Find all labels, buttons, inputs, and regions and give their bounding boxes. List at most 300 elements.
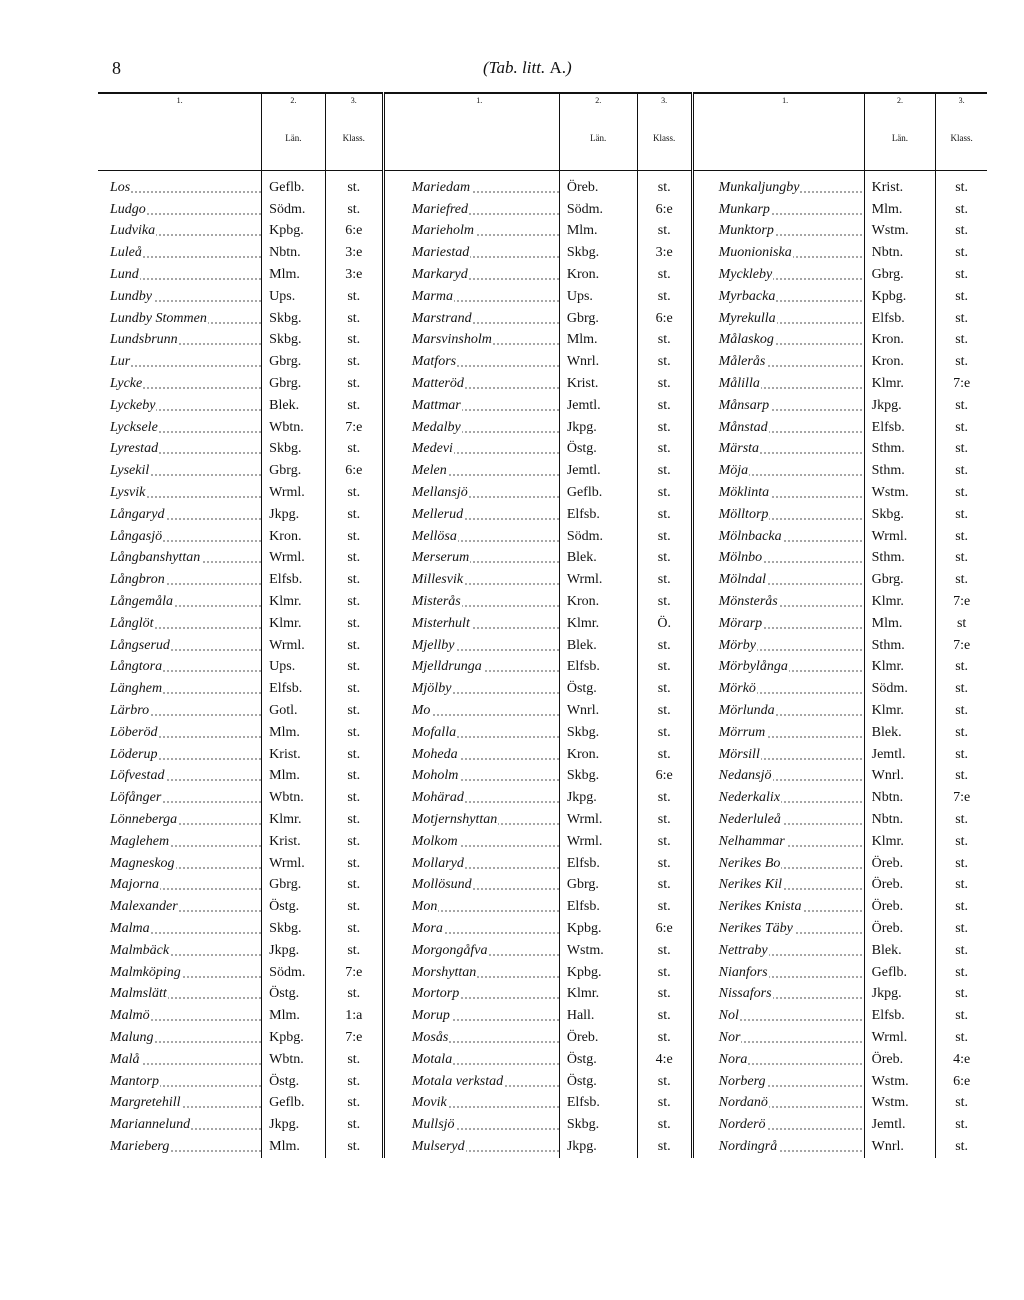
place-name: Långlöt: [110, 615, 154, 631]
place-name-cell: [707, 1071, 865, 1093]
lan-cell: Kpbg.: [864, 286, 936, 308]
klass-cell: st.: [325, 722, 383, 744]
place-name: Nederkalix: [718, 790, 781, 806]
place-name: Morgongåfva: [411, 942, 488, 958]
place-name-cell: [98, 242, 262, 264]
klass-cell: st.: [637, 962, 692, 984]
lan-cell: Södm.: [262, 962, 325, 984]
klass-cell: 7:e: [936, 635, 987, 657]
place-name-cell: [707, 853, 865, 875]
lan-cell: Östg.: [559, 1049, 637, 1071]
klass-cell: st.: [637, 722, 692, 744]
table-row: [98, 199, 987, 221]
place-name: Munkarp: [718, 201, 770, 217]
lan-cell: Geflb.: [864, 962, 936, 984]
klass-cell: st.: [936, 853, 987, 875]
table-row: [98, 722, 987, 744]
place-name: Lundby Stommen: [110, 310, 207, 326]
place-name-cell: [400, 1005, 560, 1027]
lan-cell: Gbrg.: [559, 308, 637, 330]
place-name-cell: [98, 439, 262, 461]
klass-cell: st.: [637, 1092, 692, 1114]
lan-cell: Kpbg.: [262, 1027, 325, 1049]
place-name: Lundsbrunn: [110, 332, 178, 348]
table-row: [98, 1049, 987, 1071]
klass-cell: st.: [637, 569, 692, 591]
place-name-cell: [98, 1114, 262, 1136]
table-row: [98, 853, 987, 875]
place-name: Nordingrå: [718, 1138, 778, 1154]
klass-cell: st.: [325, 766, 383, 788]
lan-cell: Öreb.: [559, 171, 637, 199]
place-name-cell: [98, 613, 262, 635]
klass-cell: st.: [637, 221, 692, 243]
header-lan: Län.: [559, 106, 637, 171]
header-klass: Klass.: [325, 106, 383, 171]
klass-cell: st.: [637, 548, 692, 570]
klass-cell: 7:e: [936, 787, 987, 809]
place-name-cell: [98, 1027, 262, 1049]
place-name: Myrbacka: [718, 288, 776, 304]
klass-cell: st.: [936, 569, 987, 591]
place-name-cell: [400, 787, 560, 809]
place-name-cell: [400, 1114, 560, 1136]
place-name: Norderö: [718, 1117, 766, 1133]
klass-cell: 6:e: [637, 918, 692, 940]
klass-cell: st.: [325, 526, 383, 548]
lan-cell: Gbrg.: [262, 875, 325, 897]
lan-cell: Öreb.: [864, 896, 936, 918]
klass-cell: st.: [936, 526, 987, 548]
lan-cell: Gbrg.: [559, 875, 637, 897]
lan-cell: Mlm.: [262, 722, 325, 744]
lan-cell: Ups.: [559, 286, 637, 308]
lan-cell: Mlm.: [559, 330, 637, 352]
klass-cell: st.: [637, 1071, 692, 1093]
column-header-row: [98, 106, 987, 171]
lan-cell: Skbg.: [559, 722, 637, 744]
place-name-cell: [98, 896, 262, 918]
klass-cell: st.: [936, 940, 987, 962]
lan-cell: Blek.: [864, 940, 936, 962]
place-name: Nedansjö: [718, 768, 772, 784]
lan-cell: Blek.: [262, 395, 325, 417]
place-name-cell: [98, 548, 262, 570]
klass-cell: st.: [637, 351, 692, 373]
klass-cell: st.: [637, 526, 692, 548]
lan-cell: Jkpg.: [262, 1114, 325, 1136]
klass-cell: st.: [637, 504, 692, 526]
table-row: [98, 1027, 987, 1049]
col-number: 2.: [262, 93, 325, 106]
place-name: Löfvestad: [110, 768, 165, 784]
place-name-cell: [400, 221, 560, 243]
place-name-cell: [707, 635, 865, 657]
place-name: Nor: [718, 1029, 741, 1045]
lan-cell: Jkpg.: [262, 940, 325, 962]
lan-cell: Klmr.: [864, 700, 936, 722]
place-name: Malma: [110, 920, 150, 936]
place-name-cell: [98, 482, 262, 504]
lan-cell: Östg.: [262, 896, 325, 918]
place-name: Malå: [110, 1051, 140, 1067]
place-name-cell: [98, 962, 262, 984]
place-name-cell: [707, 831, 865, 853]
klass-cell: st.: [637, 286, 692, 308]
klass-cell: st.: [936, 1005, 987, 1027]
table-row: [98, 242, 987, 264]
place-name: Lyrestad: [110, 441, 159, 457]
klass-cell: st.: [325, 373, 383, 395]
klass-cell: 7:e: [325, 962, 383, 984]
place-name: Lundby: [110, 288, 152, 304]
place-name-cell: [98, 264, 262, 286]
place-name: Lysvik: [110, 485, 146, 501]
place-name-cell: [707, 504, 865, 526]
place-name: Matteröd: [411, 376, 464, 392]
lan-cell: Krist.: [262, 744, 325, 766]
place-name: Lyckeby: [110, 397, 156, 413]
klass-cell: st.: [325, 1092, 383, 1114]
place-name-cell: [98, 504, 262, 526]
lan-cell: Krist.: [262, 831, 325, 853]
register-body: [98, 171, 987, 1158]
place-name-cell: [400, 678, 560, 700]
place-name-cell: [400, 635, 560, 657]
place-name-cell: [707, 1136, 865, 1158]
place-name-cell: [400, 1136, 560, 1158]
lan-cell: Klmr.: [864, 373, 936, 395]
place-name-cell: [400, 1092, 560, 1114]
header-lan: Län.: [864, 106, 936, 171]
table-row: [98, 896, 987, 918]
klass-cell: st.: [637, 1027, 692, 1049]
place-name-cell: [707, 1005, 865, 1027]
place-name: Malexander: [110, 899, 178, 915]
klass-cell: st.: [936, 1114, 987, 1136]
place-name-cell: [400, 809, 560, 831]
klass-cell: st.: [325, 504, 383, 526]
place-name-cell: [400, 308, 560, 330]
table-row: [98, 417, 987, 439]
table-row: [98, 482, 987, 504]
klass-cell: st.: [637, 787, 692, 809]
klass-cell: st.: [936, 744, 987, 766]
place-name: Majorna: [110, 877, 159, 893]
table-row: [98, 875, 987, 897]
col-number: 3.: [325, 93, 383, 106]
place-name: Mörsill: [718, 746, 760, 762]
lan-cell: Södm.: [559, 526, 637, 548]
place-name: Moheda: [411, 746, 458, 762]
table-row: [98, 504, 987, 526]
klass-cell: st.: [325, 199, 383, 221]
place-name: Molkom: [411, 833, 458, 849]
place-name: Mölltorp: [718, 506, 769, 522]
lan-cell: Wstm.: [864, 482, 936, 504]
place-name-cell: [400, 569, 560, 591]
place-name: Mölnbo: [718, 550, 763, 566]
place-name: Misterås: [411, 594, 461, 610]
klass-cell: st.: [936, 395, 987, 417]
place-name: Lur: [110, 354, 131, 370]
klass-cell: st.: [637, 875, 692, 897]
place-name: Märsta: [718, 441, 760, 457]
place-name-cell: [707, 548, 865, 570]
klass-cell: st.: [936, 700, 987, 722]
table-row: [98, 548, 987, 570]
place-name-cell: [98, 766, 262, 788]
klass-cell: st.: [936, 221, 987, 243]
klass-cell: 3:e: [637, 242, 692, 264]
place-name-cell: [400, 548, 560, 570]
place-name: Långserud: [110, 637, 170, 653]
place-name: Muonioniska: [718, 245, 792, 261]
place-name-cell: [707, 1114, 865, 1136]
lan-cell: Öreb.: [864, 875, 936, 897]
lan-cell: Klmr.: [864, 657, 936, 679]
place-name-cell: [98, 460, 262, 482]
place-name-cell: [400, 395, 560, 417]
lan-cell: Wrml.: [262, 853, 325, 875]
place-name-cell: [98, 635, 262, 657]
place-name: Mjölby: [411, 681, 452, 697]
place-name-cell: [400, 1049, 560, 1071]
lan-cell: Nbtn.: [262, 242, 325, 264]
place-name: Målaskog: [718, 332, 774, 348]
place-name-cell: [98, 700, 262, 722]
klass-cell: st.: [936, 417, 987, 439]
klass-cell: st.: [936, 1092, 987, 1114]
lan-cell: Öreb.: [559, 1027, 637, 1049]
klass-cell: st.: [637, 983, 692, 1005]
place-name-cell: [400, 613, 560, 635]
klass-cell: st.: [325, 1136, 383, 1158]
lan-cell: Geflb.: [559, 482, 637, 504]
place-name-cell: [98, 875, 262, 897]
place-name-cell: [707, 569, 865, 591]
table-row: [98, 635, 987, 657]
place-name-cell: [707, 744, 865, 766]
place-name: Mon: [411, 899, 438, 915]
lan-cell: Kpbg.: [559, 918, 637, 940]
klass-cell: st.: [936, 875, 987, 897]
place-name: Löberöd: [110, 724, 158, 740]
klass-cell: 6:e: [936, 1071, 987, 1093]
place-name-cell: [707, 591, 865, 613]
place-name-cell: [400, 373, 560, 395]
klass-cell: 7:e: [936, 373, 987, 395]
place-name-cell: [400, 526, 560, 548]
place-name: Motjernshyttan: [411, 812, 498, 827]
place-name-cell: [707, 940, 865, 962]
table-row: [98, 678, 987, 700]
klass-cell: st.: [325, 853, 383, 875]
place-name-cell: [707, 918, 865, 940]
klass-cell: st.: [637, 700, 692, 722]
lan-cell: Klmr.: [864, 831, 936, 853]
lan-cell: Jkpg.: [864, 395, 936, 417]
place-name-cell: [400, 286, 560, 308]
place-name-cell: [400, 330, 560, 352]
klass-cell: st.: [936, 330, 987, 352]
place-name: Magneskog: [110, 855, 175, 871]
place-name-cell: [707, 896, 865, 918]
lan-cell: Wrml.: [864, 526, 936, 548]
place-name: Mariestad: [411, 245, 470, 261]
klass-cell: st.: [637, 1114, 692, 1136]
place-name: Ludgo: [110, 201, 146, 217]
place-name-cell: [400, 171, 560, 199]
place-name-cell: [400, 242, 560, 264]
place-name-cell: [400, 722, 560, 744]
place-name-cell: [400, 875, 560, 897]
place-name: Löderup: [110, 746, 158, 762]
place-name: Mollösund: [411, 877, 472, 893]
lan-cell: Kron.: [559, 264, 637, 286]
lan-cell: Wrml.: [262, 635, 325, 657]
klass-cell: 4:e: [637, 1049, 692, 1071]
lan-cell: Skbg.: [262, 330, 325, 352]
lan-cell: Elfsb.: [559, 504, 637, 526]
header-klass: Klass.: [936, 106, 987, 171]
klass-cell: st.: [637, 940, 692, 962]
place-name-cell: [400, 1071, 560, 1093]
klass-cell: st.: [325, 744, 383, 766]
lan-cell: Geflb.: [262, 171, 325, 199]
place-name-cell: [98, 1071, 262, 1093]
lan-cell: Mlm.: [262, 766, 325, 788]
lan-cell: Sthm.: [864, 635, 936, 657]
place-name: Mörrum: [718, 724, 766, 740]
title-suffix: ): [565, 58, 572, 77]
place-name-cell: [707, 766, 865, 788]
place-name: Mora: [411, 920, 443, 936]
lan-cell: Jemtl.: [559, 460, 637, 482]
lan-cell: Blek.: [559, 548, 637, 570]
klass-cell: 7:e: [936, 591, 987, 613]
lan-cell: Nbtn.: [864, 809, 936, 831]
place-name-cell: [400, 199, 560, 221]
place-name-cell: [707, 330, 865, 352]
place-name: Långaryd: [110, 506, 165, 522]
place-name-cell: [707, 417, 865, 439]
klass-cell: st.: [325, 700, 383, 722]
klass-cell: st.: [325, 613, 383, 635]
place-name-cell: [400, 962, 560, 984]
place-name-cell: [98, 1049, 262, 1071]
klass-cell: st.: [325, 482, 383, 504]
lan-cell: Elfsb.: [864, 308, 936, 330]
place-name: Luleå: [110, 245, 142, 261]
table-row: [98, 831, 987, 853]
place-name: Nettraby: [718, 942, 768, 958]
lan-cell: Wnrl.: [559, 351, 637, 373]
lan-cell: Wnrl.: [864, 766, 936, 788]
place-name: Mjellby: [411, 637, 455, 653]
lan-cell: Jkpg.: [262, 504, 325, 526]
place-name: Nerikes Täby: [718, 920, 793, 936]
place-name: Mellösa: [411, 528, 457, 544]
lan-cell: Jemtl.: [864, 1114, 936, 1136]
klass-cell: st.: [637, 635, 692, 657]
lan-cell: Östg.: [559, 439, 637, 461]
klass-cell: st: [936, 613, 987, 635]
table-row: [98, 809, 987, 831]
place-name-cell: [400, 983, 560, 1005]
title-prefix: (Tab. litt.: [483, 58, 550, 77]
place-name: Marma: [411, 288, 453, 304]
lan-cell: Wstm.: [559, 940, 637, 962]
lan-cell: Södm.: [262, 199, 325, 221]
col-number: 1.: [707, 93, 865, 106]
klass-cell: st.: [637, 853, 692, 875]
klass-cell: 6:e: [325, 221, 383, 243]
klass-cell: 1:a: [325, 1005, 383, 1027]
place-name-cell: [98, 171, 262, 199]
klass-cell: st.: [325, 983, 383, 1005]
place-name-cell: [400, 744, 560, 766]
lan-cell: Östg.: [262, 1071, 325, 1093]
klass-cell: 3:e: [325, 264, 383, 286]
place-name: Marstrand: [411, 310, 472, 326]
place-name: Lönneberga: [110, 812, 178, 827]
place-name-cell: [707, 1027, 865, 1049]
place-name: Melen: [411, 463, 447, 479]
lan-cell: Kron.: [559, 744, 637, 766]
klass-cell: st.: [637, 896, 692, 918]
lan-cell: Skbg.: [864, 504, 936, 526]
table-row: [98, 613, 987, 635]
place-name-cell: [98, 199, 262, 221]
place-name-cell: [98, 286, 262, 308]
place-name-cell: [707, 613, 865, 635]
lan-cell: Nbtn.: [864, 787, 936, 809]
place-name-cell: [707, 962, 865, 984]
header-lan: Län.: [262, 106, 325, 171]
klass-cell: st.: [637, 1005, 692, 1027]
lan-cell: Sthm.: [864, 439, 936, 461]
lan-cell: Wrml.: [559, 569, 637, 591]
place-name: Långbron: [110, 572, 165, 588]
table-row: [98, 439, 987, 461]
lan-cell: Jemtl.: [559, 395, 637, 417]
klass-cell: 3:e: [325, 242, 383, 264]
lan-cell: Kron.: [864, 330, 936, 352]
klass-cell: st.: [325, 678, 383, 700]
lan-cell: Wrml.: [559, 809, 637, 831]
table-row: [98, 221, 987, 243]
lan-cell: Mlm.: [262, 1136, 325, 1158]
place-name-cell: [707, 809, 865, 831]
lan-cell: Wrml.: [262, 548, 325, 570]
place-name: Mycklebу: [718, 267, 773, 283]
place-name-cell: [98, 831, 262, 853]
klass-cell: st.: [325, 439, 383, 461]
lan-cell: Östg.: [262, 983, 325, 1005]
klass-cell: st.: [936, 308, 987, 330]
table-row: [98, 940, 987, 962]
klass-cell: st.: [325, 330, 383, 352]
lan-cell: Krist.: [864, 171, 936, 199]
lan-cell: Mlm.: [559, 221, 637, 243]
place-name: Medevi: [411, 441, 453, 457]
lan-cell: Klmr.: [864, 591, 936, 613]
place-name-cell: [707, 264, 865, 286]
lan-cell: Skbg.: [559, 1114, 637, 1136]
place-name: Malmö: [110, 1008, 150, 1024]
place-name: Nederluleå: [718, 812, 781, 827]
